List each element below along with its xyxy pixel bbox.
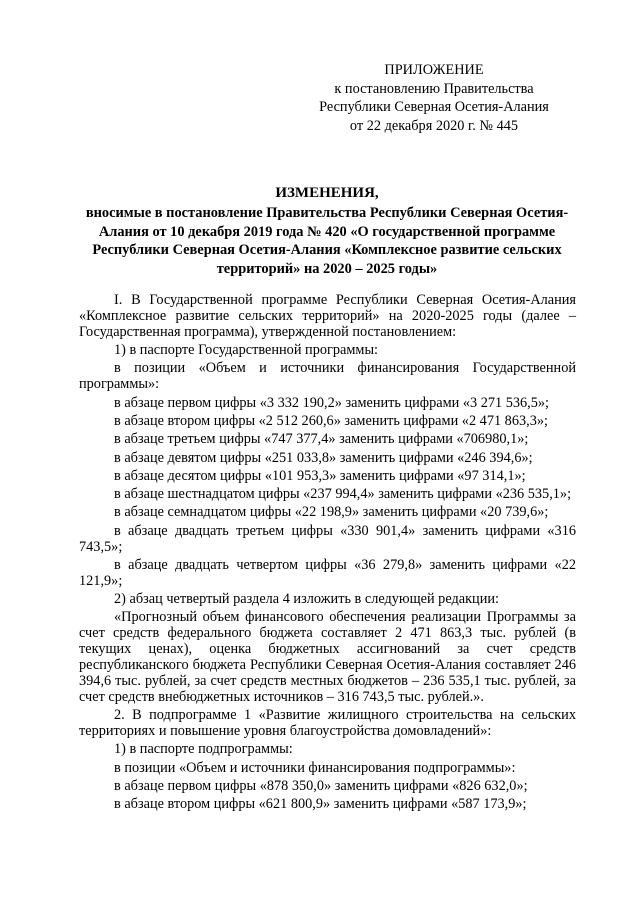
- paragraph: в абзаце первом цифры «878 350,0» заменить цифрами «826 632,0»;: [114, 778, 528, 795]
- paragraph: в абзаце девятом цифры «251 033,8» заменить цифрами «246 394,6»;: [114, 449, 533, 466]
- paragraph: в абзаце втором цифры «2 512 260,6» заменить цифрами «2 471 863,3»;: [114, 412, 548, 429]
- paragraph: 2) абзац четвертый раздела 4 изложить в следующей редакции:: [114, 591, 499, 608]
- annex-block: [300, 61, 568, 135]
- paragraph: в абзаце первом цифры «3 332 190,2» заменить цифрами «3 271 536,5»;: [114, 394, 550, 411]
- paragraph: в позиции «Объем и источники финансирования подпрограммы»:: [114, 759, 516, 776]
- paragraph: 1) в паспорте Государственной программы:: [114, 342, 379, 359]
- annex-reference: к постановлению Правительства: [334, 80, 534, 97]
- annex-date-number: от 22 декабря 2020 г. № 445: [349, 117, 519, 134]
- paragraph: в абзаце десятом цифры «101 953,3» заменить цифрами «97 314,1»;: [114, 467, 526, 484]
- paragraph: в позиции «Объем и источники финансирования Государственной программы»:: [79, 360, 576, 393]
- document-heading: ИЗМЕНЕНИЯ,: [275, 185, 379, 201]
- document-subtitle: вносимые в постановление Правительства Республики Северная Осетия-Алания от 10 декабря 2019 года № 420 «О государственной программе Республики Северная Осетия-Алания «Комплексное развитие сельских территорий» на 2020 – 2025 годы»: [85, 205, 569, 277]
- paragraph: в абзаце третьем цифры «747 377,4» заменить цифрами «706980,1»;: [114, 431, 529, 448]
- annex-republic: Республики Северная Осетия-Алания: [319, 99, 549, 116]
- paragraph: в абзаце двадцать четвертом цифры «36 279,8» заменить цифрами «22 121,9»;: [79, 556, 576, 589]
- paragraph: «Прогнозный объем финансового обеспечения реализации Программы за счет средств федерального бюджета составляет 2 471 863,3 тыс. рублей (в текущих ценах), оценка бюджетных ассигнований за счет средств республиканского бюджета Республики Северная Осетия-Алания составляет 246 394,6 тыс. рублей, за счет средств местных бюджетов – 236 535,1 тыс. рублей, за счет средств внебюджетных источников – 316 743,5 тыс. рублей.».: [79, 609, 576, 705]
- paragraph: в абзаце шестнадцатом цифры «237 994,4» заменить цифрами «236 535,1»;: [114, 486, 572, 503]
- paragraph: 1) в паспорте подпрограммы:: [114, 741, 293, 758]
- document-title: [80, 184, 574, 278]
- paragraph: в абзаце семнадцатом цифры «22 198,9» заменить цифрами «20 739,6»;: [114, 504, 549, 521]
- paragraph: в абзаце втором цифры «621 800,9» заменить цифрами «587 173,9»;: [114, 796, 527, 813]
- document-body: [79, 293, 576, 813]
- paragraph: I. В Государственной программе Республики Северная Осетия-Алания «Комплексное развитие сельских территорий» на 2020-2025 годы (далее – Государственная программа), утвержденной постановлением:: [79, 292, 576, 340]
- paragraph: в абзаце двадцать третьем цифры «330 901,4» заменить цифрами «316 743,5»;: [79, 522, 576, 555]
- annex-label: ПРИЛОЖЕНИЕ: [384, 62, 484, 78]
- paragraph: 2. В подпрограмме 1 «Развитие жилищного строительства на сельских территориях и повышение уровня благоустройства домовладений»:: [79, 707, 576, 740]
